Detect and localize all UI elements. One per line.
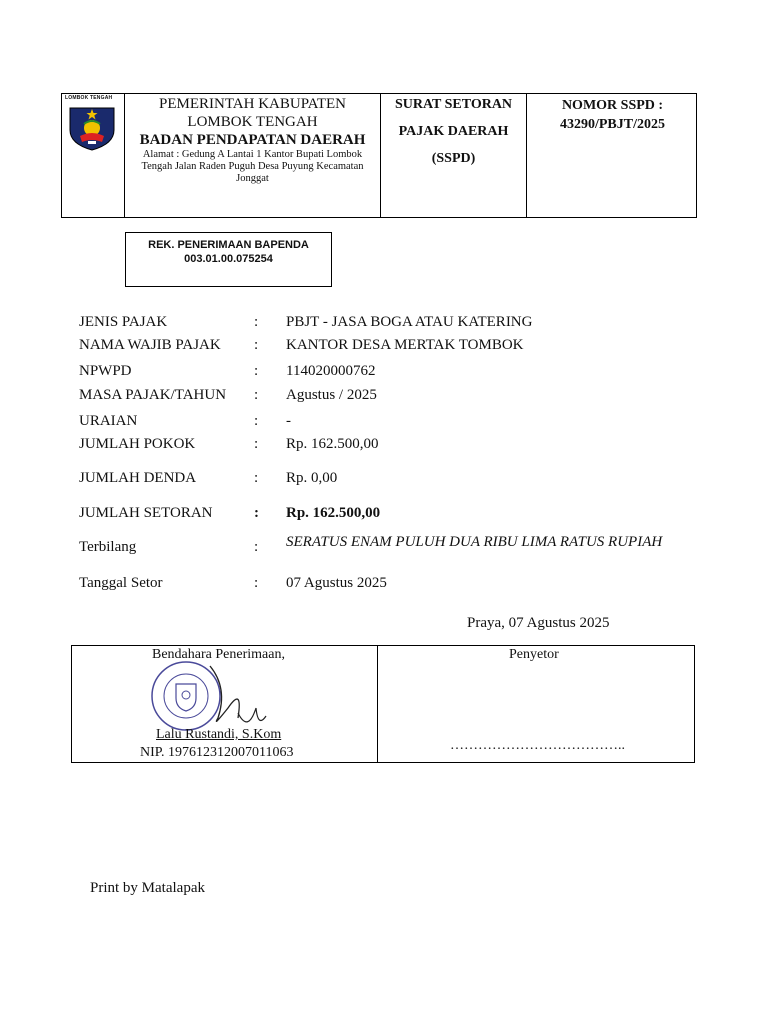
field-label: NAMA WAJIB PAJAK	[79, 337, 221, 353]
field-value: -	[286, 413, 291, 429]
field-label: JUMLAH POKOK	[79, 436, 196, 452]
treasurer-cell	[72, 646, 378, 762]
field-label: JENIS PAJAK	[79, 314, 168, 330]
field-label: URAIAN	[79, 413, 138, 429]
rek-line-2: 003.01.00.075254	[184, 253, 273, 265]
treasurer-title: Bendahara Penerimaan,	[152, 647, 285, 662]
nomor-value: 43290/PBJT/2025	[559, 117, 665, 132]
org-line-3: BADAN PENDAPATAN DAERAH	[139, 132, 366, 148]
nomor-cell	[527, 94, 698, 217]
field-value: Agustus / 2025	[286, 387, 377, 403]
field-label: Tanggal Setor	[79, 575, 163, 591]
print-footer: Print by Matalapak	[90, 880, 205, 896]
field-label: Terbilang	[79, 539, 137, 555]
field-value: PBJT - JASA BOGA ATAU KATERING	[286, 314, 533, 330]
rek-box	[125, 232, 332, 287]
org-cell	[125, 94, 381, 217]
rek-line-1: REK. PENERIMAAN BAPENDA	[148, 239, 309, 251]
field-colon: :	[254, 314, 259, 330]
header-table	[61, 93, 697, 218]
field-value: 07 Agustus 2025	[286, 575, 387, 591]
field-label: JUMLAH DENDA	[79, 470, 197, 486]
field-colon: :	[254, 436, 259, 452]
regency-emblem-icon	[66, 104, 118, 152]
field-colon: :	[254, 337, 259, 353]
field-colon: :	[254, 363, 259, 379]
field-colon: :	[254, 575, 259, 591]
field-colon: :	[254, 505, 259, 521]
org-line-1: PEMERINTAH KABUPATEN	[158, 96, 346, 112]
sspd-title-cell	[381, 94, 527, 217]
logo-cell	[62, 94, 125, 217]
depositor-signature-line: ………………………………..	[450, 738, 625, 753]
field-value-terbilang: SERATUS ENAM PULUH DUA RIBU LIMA RATUS RUPIAH	[286, 534, 663, 550]
nomor-label: NOMOR SSPD :	[561, 98, 664, 113]
place-date: Praya, 07 Agustus 2025	[467, 615, 610, 631]
depositor-cell	[378, 646, 694, 762]
org-line-2: LOMBOK TENGAH	[187, 114, 318, 130]
field-value: KANTOR DESA MERTAK TOMBOK	[286, 337, 524, 353]
sspd-line-1: SURAT SETORAN	[394, 97, 513, 112]
sspd-line-2: PAJAK DAERAH	[398, 124, 509, 139]
field-value: 114020000762	[286, 363, 376, 379]
depositor-title: Penyetor	[509, 647, 559, 662]
treasurer-name: Lalu Rustandi, S.Kom	[156, 727, 282, 742]
field-label: NPWPD	[79, 363, 132, 379]
signature-table	[71, 645, 695, 763]
field-value: Rp. 162.500,00	[286, 436, 379, 452]
field-label: JUMLAH SETORAN	[79, 505, 213, 521]
logo-caption: LOMBOK TENGAH	[65, 95, 113, 101]
treasurer-nip: NIP. 197612312007011063	[140, 745, 294, 760]
org-address: Alamat : Gedung A Lantai 1 Kantor Bupati Lombok Tengah Jalan Raden Puguh Desa Puyung Kecamatan Jonggat	[141, 149, 364, 184]
field-value: Rp. 0,00	[286, 470, 338, 486]
field-colon: :	[254, 387, 259, 403]
official-stamp-icon	[148, 658, 338, 738]
field-value-total: Rp. 162.500,00	[286, 505, 381, 521]
sspd-line-3: (SSPD)	[431, 151, 476, 166]
field-colon: :	[254, 413, 259, 429]
field-colon: :	[254, 539, 259, 555]
field-colon: :	[254, 470, 259, 486]
field-label: MASA PAJAK/TAHUN	[79, 387, 227, 403]
